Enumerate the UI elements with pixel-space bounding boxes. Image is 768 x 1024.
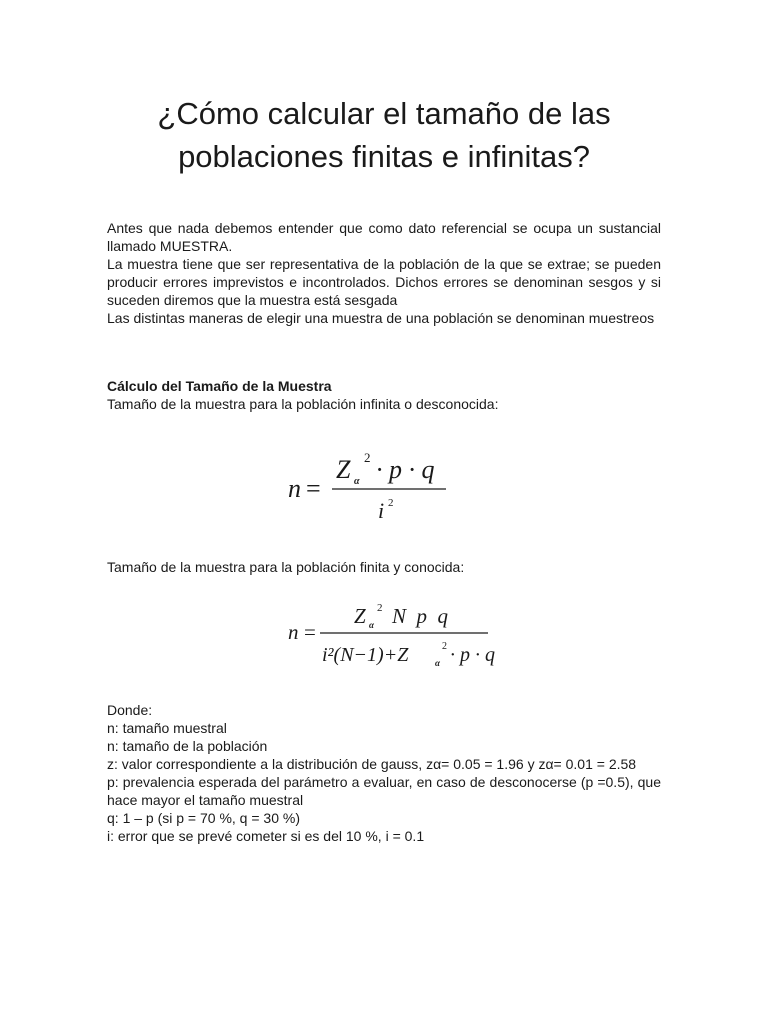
formula1-lhs: n xyxy=(288,474,301,503)
formula2-denominator-sub: α xyxy=(435,658,440,668)
formula-finite-population xyxy=(280,595,500,680)
definition-line: i: error que se prevé cometer si es del 10 %, i = 0.1 xyxy=(107,828,425,844)
intro-paragraph-2: La muestra tiene que ser representativa de la población de la que se extrae; se pueden producir errores imprevistos e incontrolados. Dichos errores se denominan sesgos y si suceden diremos que la muestra está sesgada xyxy=(107,256,661,308)
formula-infinite-population xyxy=(280,440,460,530)
section-heading: Cálculo del Tamaño de la Muestra xyxy=(107,378,332,394)
title-line-2: poblaciones finitas e infinitas? xyxy=(178,139,590,174)
formula2-numerator-sub: α xyxy=(369,620,374,630)
formula2-denominator-rest: · p · q xyxy=(450,644,495,666)
intro-section xyxy=(107,219,661,327)
formula2-equals: = xyxy=(304,620,316,644)
definition-line: n: tamaño de la población xyxy=(107,738,268,754)
intro-paragraph-1: Antes que nada debemos entender que como dato referencial se ocupa un sustancial llamado MUESTRA. xyxy=(107,220,661,254)
formula2-numerator-z: Z xyxy=(354,604,366,628)
formula1-numerator-rest: · p · q xyxy=(376,455,435,484)
formula2-denominator: i²(N−1)+Z xyxy=(322,644,409,666)
page-title xyxy=(0,92,768,178)
donde-heading: Donde: xyxy=(107,702,153,718)
infinite-population-label: Tamaño de la muestra para la población infinita o desconocida: xyxy=(107,396,499,412)
formula1-z-sub: α xyxy=(354,476,360,487)
formula1-denominator: i xyxy=(378,498,385,523)
definition-line: n: tamaño muestral xyxy=(107,720,227,736)
formula1-denominator-sup: 2 xyxy=(388,497,394,509)
formula2-numerator-sup: 2 xyxy=(377,602,383,614)
definition-line: p: prevalencia esperada del parámetro a evaluar, en caso de desconocerse (p =0.5), que hace mayor el tamaño muestral xyxy=(107,774,661,808)
definition-line: q: 1 – p (si p = 70 %, q = 30 %) xyxy=(107,810,300,826)
formula2-denominator-sup: 2 xyxy=(442,641,447,652)
formula1-equals: = xyxy=(306,474,321,503)
finite-population-label: Tamaño de la muestra para la población finita y conocida: xyxy=(107,559,465,575)
formula2-numerator-rest: N p q xyxy=(392,604,449,628)
definition-line: z: valor correspondiente a la distribución de gauss, zα= 0.05 = 1.96 y zα= 0.01 = 2.58 xyxy=(107,756,637,772)
donde-section xyxy=(107,701,661,845)
intro-paragraph-3: Las distintas maneras de elegir una muestra de una población se denominan muestreos xyxy=(107,310,655,326)
title-line-1: ¿Cómo calcular el tamaño de las xyxy=(157,96,611,131)
formula1-z: Z xyxy=(336,455,351,484)
formula1-z-sup: 2 xyxy=(364,450,371,465)
formula2-lhs: n xyxy=(288,620,299,644)
